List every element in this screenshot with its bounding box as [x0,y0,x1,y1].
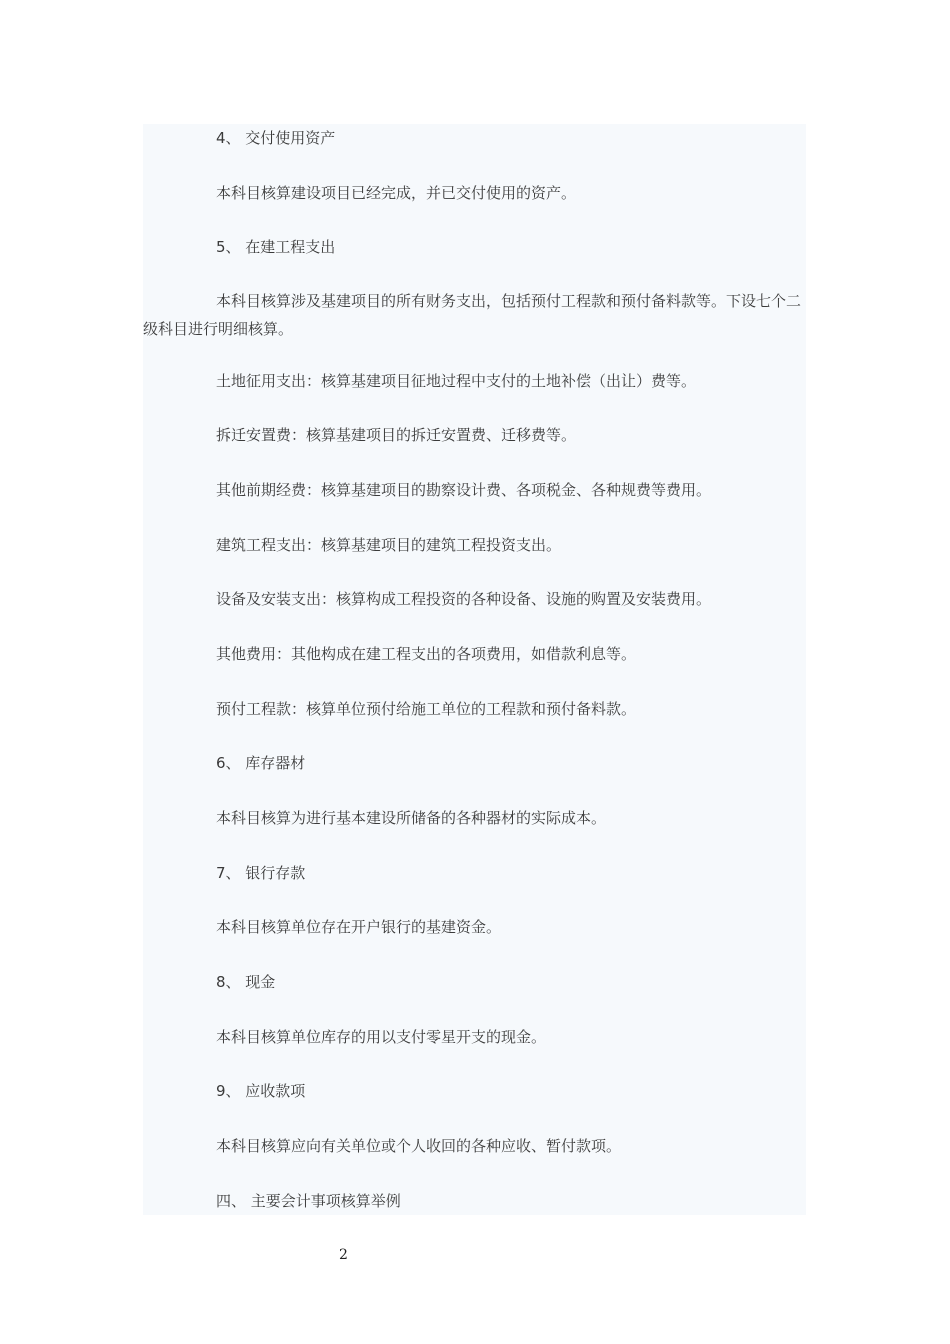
paragraph-construction-text: 本科目核算涉及基建项目的所有财务支出，包括预付工程款和预付备料款等。下设七个二级科目进行明细核算。 [143,292,802,338]
heading-accounting-examples: 四、 主要会计事项核算举例 [216,1192,401,1210]
paragraph-inventory-materials: 本科目核算为进行基本建设所储备的各种器材的实际成本。 [216,809,607,827]
document-body [143,124,806,1215]
page-number: 2 [339,1247,348,1263]
paragraph-bank-deposits: 本科目核算单位存在开户银行的基建资金。 [216,918,502,936]
paragraph-delivered-assets: 本科目核算建设项目已经完成，并已交付使用的资产。 [216,184,577,202]
paragraph-construction-in-progress [143,287,806,343]
item-relocation-fee: 拆迁安置费：核算基建项目的拆迁安置费、迁移费等。 [216,426,577,444]
heading-bank-deposits: 7、 银行存款 [216,864,306,882]
item-equipment-installation: 设备及安装支出：核算构成工程投资的各种设备、设施的购置及安装费用。 [216,590,712,608]
item-land-acquisition: 土地征用支出：核算基建项目征地过程中支付的土地补偿（出让）费等。 [216,372,697,390]
paragraph-cash: 本科目核算单位库存的用以支付零星开支的现金。 [216,1028,547,1046]
paragraph-receivables: 本科目核算应向有关单位或个人收回的各种应收、暂付款项。 [216,1137,622,1155]
heading-construction-in-progress: 5、 在建工程支出 [216,238,336,256]
heading-delivered-assets: 4、 交付使用资产 [216,129,336,147]
item-preliminary-expenses: 其他前期经费：核算基建项目的勘察设计费、各项税金、各种规费等费用。 [216,481,712,499]
heading-inventory-materials: 6、 库存器材 [216,754,306,772]
heading-cash: 8、 现金 [216,973,276,991]
item-building-works: 建筑工程支出：核算基建项目的建筑工程投资支出。 [216,536,562,554]
item-prepaid-works: 预付工程款：核算单位预付给施工单位的工程款和预付备料款。 [216,700,637,718]
heading-receivables: 9、 应收款项 [216,1082,306,1100]
item-other-expenses: 其他费用：其他构成在建工程支出的各项费用，如借款利息等。 [216,645,637,663]
